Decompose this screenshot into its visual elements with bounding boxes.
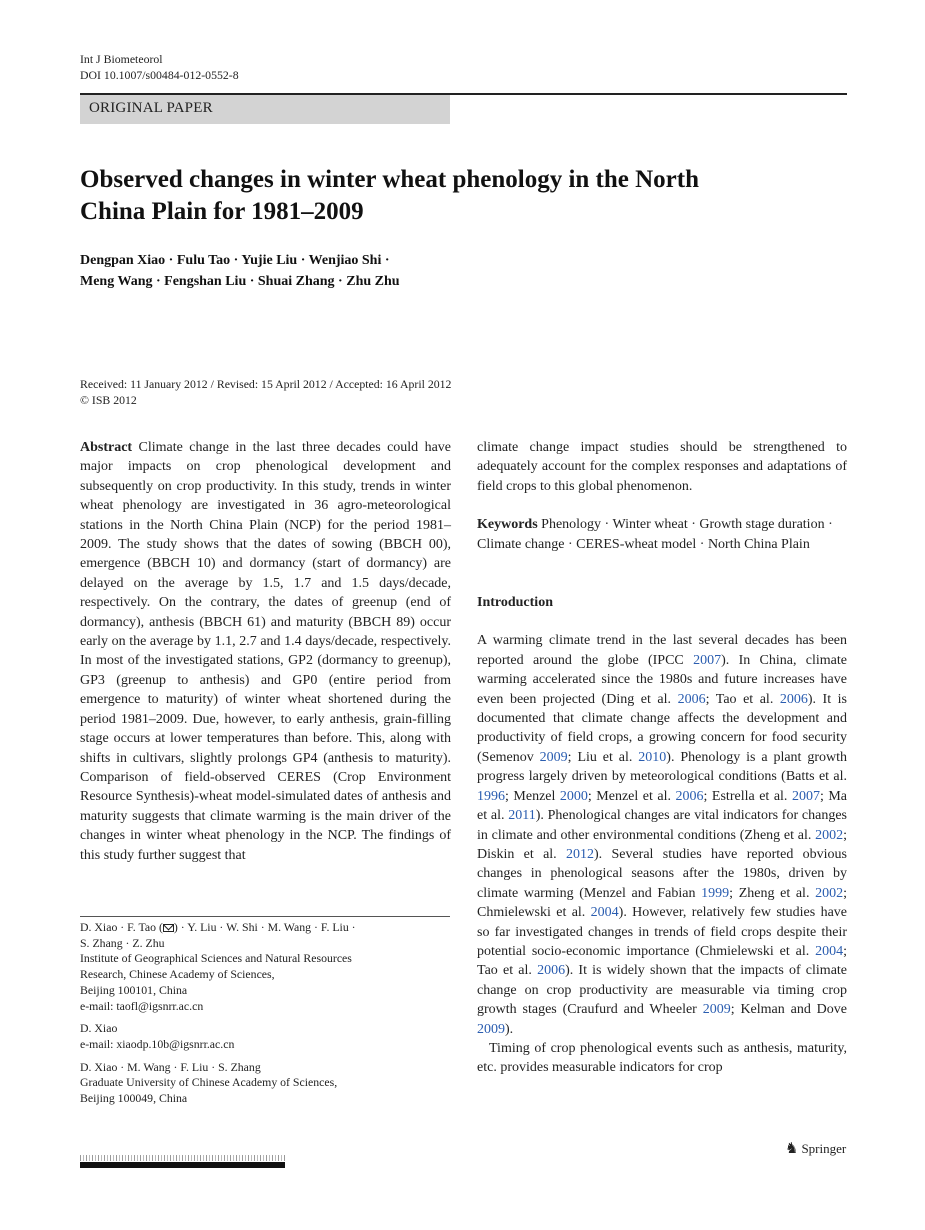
paper-title (80, 164, 840, 228)
affiliation-1: D. Xiao · F. Tao ( ) · Y. Liu · W. Shi · M. Wang · F. Liu · S. Zhang · Z. Zhu Institute of Geographical Sciences and Natural Resources Research, Chinese Academy of Sciences, Beijing 100101, China e-mail: taofl@igsnrr.ac.cn (80, 920, 356, 1013)
doi: DOI 10.1007/s00484-012-0552-8 (80, 68, 239, 82)
article-type-banner: ORIGINAL PAPER (80, 95, 450, 124)
email-xiao: e-mail: xiaodp.10b@igsnrr.ac.cn (80, 1036, 235, 1051)
intro-text: A warming climate trend in the last several decades has been reported around the globe (IPCC (477, 633, 847, 668)
citation-link[interactable]: 2004 (590, 905, 619, 921)
intro-text: ). (505, 1021, 514, 1037)
intro-text: ). However, relatively few studies have so far investigated changes in trends of field crops despite their potential socio-economic importance (Chmielewski et al. (477, 905, 848, 959)
citation-link[interactable]: 2007 (693, 652, 722, 668)
authors-line-2: Meng Wang · Fengshan Liu · Shuai Zhang · Zhu Zhu (80, 274, 400, 289)
intro-text: ; Ma et al. (477, 788, 848, 824)
intro-text: ). Several studies have reported obvious changes in phenological seasons after the 1980s, driven by climate warming (Menzel and Fabian (477, 846, 847, 901)
envelope-icon (163, 924, 174, 932)
introduction-paragraph (477, 631, 847, 1039)
keywords (477, 515, 847, 554)
citation-link[interactable]: 2006 (677, 691, 706, 707)
intro-text: ). It is widely shown that the impacts of climate change on crop productivity are measurable via timing crop growth stages (Craufurd and Wheeler (477, 963, 848, 1018)
citation-link[interactable]: 2002 (815, 885, 844, 901)
author-list (80, 250, 780, 292)
citation-link[interactable]: 2007 (791, 788, 820, 804)
intro-text: ). In China, climate warming accelerated since the 1980s and future increases have even been projected (Ding et al. (477, 652, 848, 707)
intro-text: ; Menzel et al. (587, 788, 676, 804)
introduction-paragraph-2: Timing of crop phenological events such as anthesis, maturity, etc. provides measurable indicators for crop (477, 1040, 847, 1076)
email-tao: e-mail: taofl@igsnrr.ac.cn (80, 998, 204, 1013)
abstract (80, 438, 451, 865)
intro-text: ; Menzel (505, 788, 560, 804)
intro-text: ; Tao et al. (477, 943, 847, 979)
copyright: © ISB 2012 (80, 393, 137, 407)
citation-link[interactable]: 2009 (477, 1021, 505, 1037)
citation-link[interactable]: 2010 (638, 749, 667, 765)
keywords-text: Phenology · Winter wheat · Growth stage duration · Climate change · CERES-wheat model · North China Plain (477, 517, 833, 552)
title-line-2: China Plain for 1981–2009 (80, 198, 364, 225)
intro-text: ; Estrella et al. (703, 788, 792, 804)
citation-link[interactable]: 2004 (815, 943, 844, 959)
publisher-logo (785, 1141, 846, 1157)
intro-text: ; Kelman and Dove (730, 1002, 847, 1018)
affiliations (80, 920, 451, 1114)
affiliation-3: D. Xiao · M. Wang · F. Liu · S. Zhang Graduate University of Chinese Academy of Sciences, Beijing 100049, China (80, 1059, 338, 1106)
intro-text: ; Chmielewski et al. (477, 885, 847, 921)
springer-horse-icon: ♞ (785, 1141, 799, 1157)
intro-text: ). Phenological changes are vital indicators for changes in climate and other environmental conditions (Zheng et al. (477, 808, 847, 843)
barcode-bar (80, 1162, 285, 1168)
journal-name: Int J Biometeorol (80, 52, 163, 66)
intro-text: ; Liu et al. (567, 749, 639, 765)
barcode-strip (80, 1155, 285, 1161)
publisher-name: Springer (801, 1141, 847, 1156)
authors-line-1: Dengpan Xiao · Fulu Tao · Yujie Liu · Wenjiao Shi · (80, 253, 390, 268)
publication-dates (80, 376, 680, 408)
abstract-label: Abstract (80, 440, 133, 455)
keywords-label: Keywords (477, 517, 538, 533)
introduction-heading: Introduction (477, 595, 553, 611)
intro-text: ; Tao et al. (705, 691, 780, 707)
citation-link[interactable]: 2006 (537, 963, 566, 979)
intro-text: ; Diskin et al. (477, 827, 847, 862)
right-column (477, 438, 847, 1078)
abstract-continuation: climate change impact studies should be strengthened to adequately account for the complex responses and adaptations of field crops to this global phenomenon. (477, 440, 847, 494)
left-column (80, 438, 451, 865)
citation-link[interactable]: 2012 (565, 846, 594, 862)
citation-link[interactable]: 2009 (539, 749, 568, 765)
citation-link[interactable]: 2000 (559, 788, 588, 804)
footnote-separator (80, 916, 450, 917)
citation-link[interactable]: 1996 (477, 788, 505, 804)
citation-link[interactable]: 2009 (702, 1002, 731, 1018)
citation-link[interactable]: 2002 (815, 827, 844, 843)
intro-text: ). It is documented that climate change affects the development and productivity of field crops, a growing concern for food security (Semenov (477, 691, 847, 765)
citation-link[interactable]: 2006 (779, 691, 808, 707)
citation-link[interactable]: 1999 (701, 885, 730, 901)
title-line-1: Observed changes in winter wheat phenology in the North (80, 166, 700, 193)
intro-text: ). Phenology is a plant growth progress largely driven by meteorological conditions (Batts et al. (477, 749, 848, 785)
received-dates: Received: 11 January 2012 / Revised: 15 April 2012 / Accepted: 16 April 2012 (80, 377, 452, 391)
abstract-text: Climate change in the last three decades could have major impacts on crop phenological development and subsequently on crop productivity. In this study, trends in winter wheat phenology are investigated in 36 agro-meteorological stations in the North China Plain (NCP) for the period 1981–2009. The study shows that the dates of sowing (BBCH 00), emergence (BBCH 10) and dormancy (start of dormancy) are delayed on the average by 1.5, 1.7 and 1.5 days/decade, respectively. On the contrary, the dates of greenup (end of dormancy), anthesis (BBCH 61) and maturity (BBCH 89) occur early on the average by 1.1, 2.7 and 1.4 days/decade, respectively. In most of the investigated stations, GP2 (dormancy to greenup), GP3 (greenup to anthesis) and GP0 (entire period from emergence to maturity) of winter wheat shortened during the period 1981–2009. Due, however, to early anthesis, grain-filling stage occurs at lower temperatures than before. This, along with shifts in cultivars, slightly prolongs GP4 (anthesis to maturity). Comparison of field-observed CERES (Crop Environment Resource Synthesis)-wheat model-simulated dates of anthesis and maturity suggests that climate warming is the main driver of the changes in winter wheat phenology in the NCP. The findings of this study further suggest that (80, 440, 452, 863)
citation-link[interactable]: 2006 (675, 788, 704, 804)
intro-text: ; Zheng et al. (729, 885, 816, 901)
citation-link[interactable]: 2011 (508, 808, 536, 824)
journal-header (80, 51, 239, 83)
affiliation-2: D. Xiao e-mail: xiaodp.10b@igsnrr.ac.cn (80, 1021, 235, 1051)
